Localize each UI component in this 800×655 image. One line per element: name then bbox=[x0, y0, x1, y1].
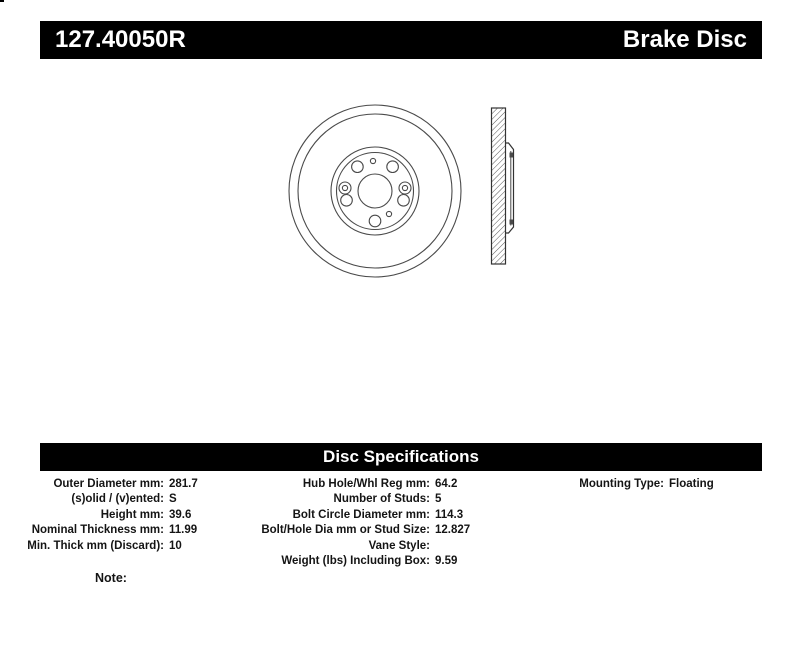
center-bore-circle bbox=[358, 174, 392, 208]
spec-row-min-thickness bbox=[27, 539, 198, 554]
outer-diameter-circle bbox=[289, 105, 461, 277]
spec-label: Number of Studs: bbox=[333, 493, 430, 506]
spec-column-hub bbox=[261, 477, 471, 569]
spec-label: Min. Thick mm (Discard): bbox=[27, 539, 164, 552]
stud-hole bbox=[341, 195, 353, 207]
spec-value: 10 bbox=[169, 539, 182, 552]
spec-label: Mounting Type: bbox=[579, 478, 664, 490]
brake-disc-drawing bbox=[255, 93, 545, 293]
stud-hole bbox=[398, 195, 410, 207]
stud-hole bbox=[387, 161, 399, 173]
spec-row-bolt-circle bbox=[280, 508, 470, 523]
balance-hole bbox=[386, 211, 391, 216]
spec-row-hub-hole bbox=[280, 477, 470, 492]
spec-value: 5 bbox=[435, 493, 442, 506]
product-type-title: Brake Disc bbox=[622, 26, 747, 53]
spec-row-height bbox=[40, 508, 198, 523]
balance-hole bbox=[370, 158, 375, 163]
spec-column-dimensions bbox=[27, 477, 198, 554]
spec-value: 114.3 bbox=[435, 508, 464, 521]
spec-row-solid-vented bbox=[40, 492, 198, 507]
spec-row-nominal-thickness bbox=[31, 523, 198, 538]
stud-hole bbox=[352, 161, 364, 173]
cross-section-view bbox=[492, 108, 514, 264]
spec-label: Outer Diameter mm: bbox=[53, 478, 164, 490]
spec-value: 39.6 bbox=[169, 508, 192, 521]
header-bar bbox=[40, 21, 762, 59]
spec-label: Vane Style: bbox=[368, 539, 430, 552]
spec-value: 12.827 bbox=[435, 524, 471, 537]
spec-label: Weight (lbs) Including Box: bbox=[281, 554, 430, 567]
stud-hole bbox=[369, 215, 381, 227]
front-view bbox=[289, 105, 461, 277]
outer-edge-circle bbox=[298, 114, 452, 268]
register-notch bbox=[510, 153, 514, 158]
spec-value: 64.2 bbox=[435, 478, 458, 490]
spec-column-mounting bbox=[560, 477, 714, 492]
spec-label: Bolt/Hole Dia mm or Stud Size: bbox=[261, 524, 430, 537]
spec-section-bar bbox=[40, 443, 762, 471]
spec-label: Nominal Thickness mm: bbox=[31, 524, 164, 537]
spec-label: Hub Hole/Whl Reg mm: bbox=[302, 478, 430, 490]
spec-row-number-of-studs bbox=[280, 492, 470, 507]
spec-row-stud-size bbox=[261, 523, 471, 538]
spec-value: 9.59 bbox=[435, 554, 458, 567]
spec-label: (s)olid / (v)ented: bbox=[71, 493, 164, 506]
spec-row-weight bbox=[280, 554, 470, 569]
note-label: Note: bbox=[95, 571, 127, 585]
spec-label: Bolt Circle Diameter mm: bbox=[292, 508, 430, 521]
screw-hole-inner bbox=[342, 185, 347, 190]
spec-section-title: Disc Specifications bbox=[323, 447, 479, 466]
disc-section-bar bbox=[492, 108, 506, 264]
part-number: 127.40050R bbox=[55, 26, 186, 53]
spec-row-vane-style bbox=[280, 539, 470, 554]
spec-label: Height mm: bbox=[100, 508, 164, 521]
hub-flange-inner-circle bbox=[337, 153, 414, 230]
scan-artifact bbox=[0, 0, 4, 2]
screw-hole bbox=[399, 182, 411, 194]
screw-hole bbox=[339, 182, 351, 194]
screw-hole-inner bbox=[402, 185, 407, 190]
spec-row-outer-diameter bbox=[40, 477, 198, 492]
spec-row-mounting-type bbox=[560, 477, 714, 492]
register-notch bbox=[510, 220, 514, 225]
spec-value: 11.99 bbox=[169, 524, 198, 537]
spec-value: 281.7 bbox=[169, 478, 198, 490]
spec-value: Floating bbox=[669, 478, 714, 490]
spec-value: S bbox=[169, 493, 177, 506]
